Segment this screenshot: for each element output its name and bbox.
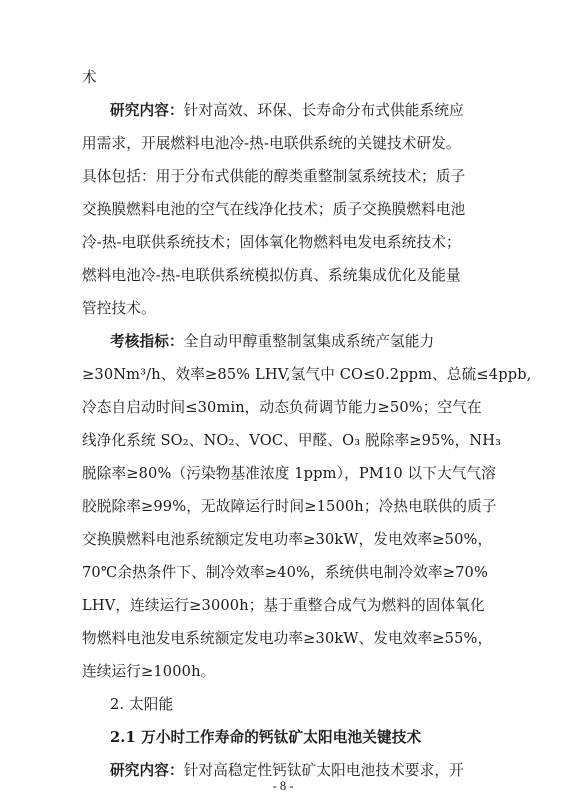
text-line: 连续运行≥1000h。	[82, 663, 216, 680]
text-line: 交换膜燃料电池系统额定发电功率≥30kW，发电效率≥50%，	[82, 531, 493, 548]
section-heading-solar: 2. 太阳能	[110, 696, 174, 713]
text-line: 针对高稳定性钙钛矿太阳电池技术要求，开	[183, 762, 464, 779]
text-line: 物燃料电池发电系统额定发电功率≥30kW、发电效率≥55%，	[82, 630, 493, 647]
text-line: ≥30Nm³/h、效率≥85% LHV,氢气中 CO≤0.2ppm、总硫≤4ppb,	[82, 366, 532, 383]
paragraph-research-content	[110, 101, 486, 121]
text-line: 70℃余热条件下、制冷效率≥40%，系统供电制冷效率≥70%	[82, 564, 489, 581]
text-line: 管控技术。	[82, 300, 156, 317]
text-line: LHV，连续运行≥3000h；基于重整合成气为燃料的固体氧化	[82, 597, 485, 614]
paragraph-assessment-indicators	[110, 332, 486, 352]
page-number: - 8 -	[272, 779, 294, 793]
heading-research-content: 研究内容：	[110, 762, 184, 779]
text-line: 冷态自启动时间≤30min，动态负荷调节能力≥50%；空气在	[82, 399, 482, 416]
text-line: 交换膜燃料电池的空气在线净化技术；质子交换膜燃料电池	[82, 201, 466, 218]
heading-assessment-indicators: 考核指标：	[110, 333, 184, 350]
text-line: 术	[82, 69, 97, 86]
text-line: 线净化系统 SO₂、NO₂、VOC、甲醛、O₃ 脱除率≥95%，NH₃	[82, 432, 502, 449]
heading-research-content: 研究内容：	[110, 102, 184, 119]
text-line: 冷-热-电联供系统技术；固体氧化物燃料电发电系统技术；	[82, 234, 461, 251]
text-line: 脱除率≥80%（污染物基准浓度 1ppm），PM10 以下大气气溶	[82, 465, 497, 482]
text-line: 胶脱除率≥99%，无故障运行时间≥1500h；冷热电联供的质子	[82, 498, 497, 515]
text-line: 用需求，开展燃料电池冷-热-电联供系统的关键技术研发。	[82, 135, 461, 152]
text-line: 针对高效、环保、长寿命分布式供能系统应	[183, 102, 464, 119]
text-line: 具体包括：用于分布式供能的醇类重整制氢系统技术；质子	[82, 168, 466, 185]
subsection-heading-perovskite: 2.1 万小时工作寿命的钙钛矿太阳电池关键技术	[110, 729, 422, 746]
text-line: 燃料电池冷-热-电联供系统模拟仿真、系统集成优化及能量	[82, 267, 461, 284]
text-line: 全自动甲醇重整制氢集成系统产氢能力	[183, 333, 435, 350]
